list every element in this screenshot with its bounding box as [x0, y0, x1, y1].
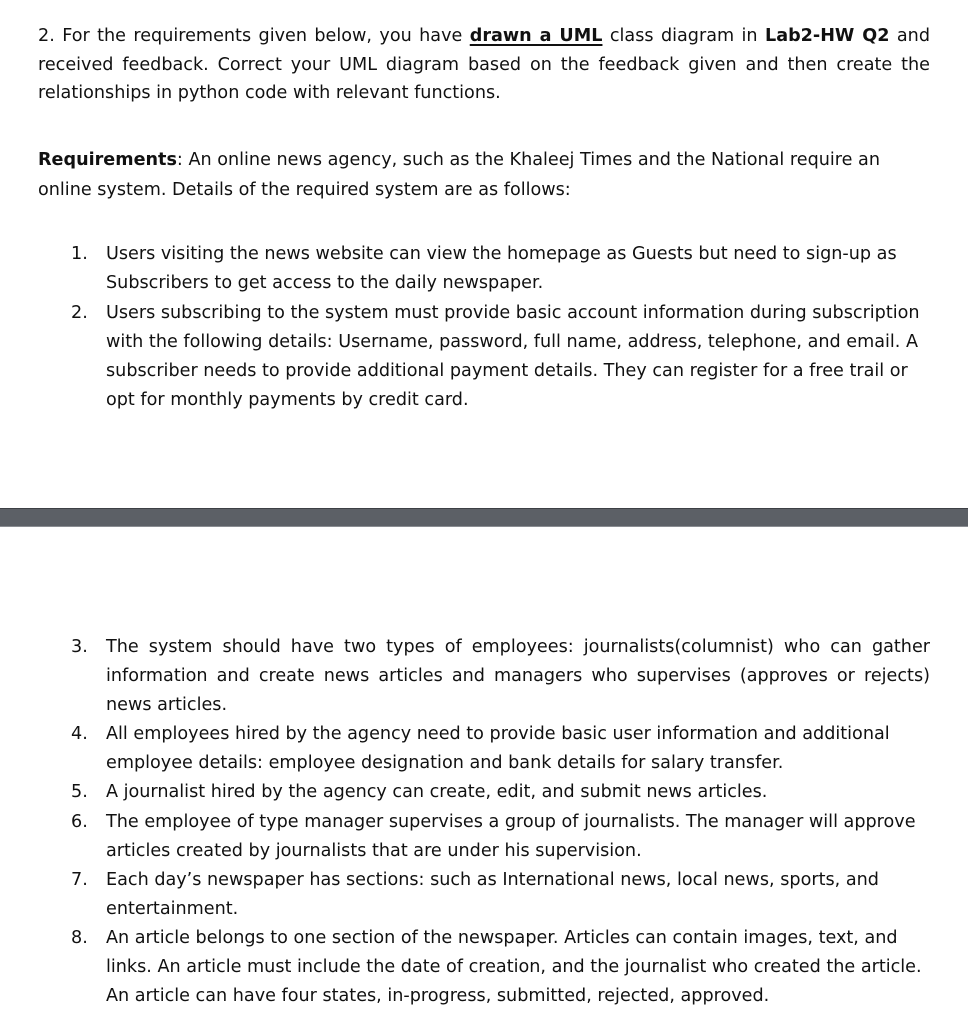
intro-lab-reference: Lab2-HW Q2 [764, 26, 890, 46]
list-item [38, 299, 924, 416]
question-intro [38, 22, 930, 108]
list-item-text: Users subscribing to the system must provide basic account information during subscription with the following details: Username, password, full name, address, telephone, and email. A subscriber needs to provide additional payment details. They can register for a free trail or opt for monthly payments by credit card. [106, 302, 920, 411]
requirements-text: : An online news agency, such as the Khaleej Times and the National require an online system. Details of the required system are as follows: [38, 150, 880, 200]
intro-text-1: 2. For the requirements given below, you have [38, 26, 470, 46]
requirements-paragraph [38, 146, 930, 205]
list-item [38, 240, 924, 299]
list-item-text: The employee of type manager supervises a group of journalists. The manager will approve articles created by journalists that are under his supervision. [106, 811, 916, 861]
list-item-number: 5. [71, 782, 88, 803]
list-item-number: 3. [71, 637, 88, 657]
list-item-number: 1. [71, 244, 88, 264]
list-item [38, 924, 930, 1011]
list-item-text: The system should have two types of employees: journalists(columnist) who can gather information and create news articles and managers who supervises (approves or rejects) news articles. [106, 637, 930, 716]
requirements-list-page-2 [38, 633, 930, 1011]
intro-text-2: class diagram in [602, 26, 765, 46]
list-item [38, 808, 930, 866]
list-item-text: A journalist hired by the agency can create, edit, and submit news articles. [106, 782, 768, 803]
intro-underlined-phrase: drawn a UML [469, 26, 603, 46]
list-item-text: Users visiting the news website can view the homepage as Guests but need to sign-up as Subscribers to get access to the daily newspaper. [106, 244, 897, 294]
list-item-number: 6. [71, 811, 88, 832]
list-item-text: All employees hired by the agency need to provide basic user information and additional employee details: employee designation and bank details for salary transfer. [106, 724, 890, 774]
list-item [38, 866, 930, 924]
page-break-divider [0, 508, 968, 527]
requirements-list-page-1 [38, 240, 930, 416]
list-item-number: 2. [71, 302, 88, 323]
list-item-number: 8. [71, 927, 88, 948]
list-item [38, 778, 930, 807]
intro-text-3: and received feedback. Correct your UML diagram based on the feedback given and then create the relationships in python code with relevant functions. [38, 26, 930, 103]
list-item-number: 4. [71, 724, 88, 745]
list-item-text: Each day’s newspaper has sections: such as International news, local news, sports, and entertainment. [106, 869, 879, 919]
requirements-label: Requirements [38, 150, 177, 170]
list-item-number: 7. [71, 869, 88, 890]
list-item-text: An article belongs to one section of the newspaper. Articles can contain images, text, and links. An article must include the date of creation, and the journalist who created the article. An article can have four states, in-progress, submitted, rejected, approved. [106, 927, 922, 1007]
list-item [38, 633, 930, 720]
list-item [38, 720, 930, 778]
